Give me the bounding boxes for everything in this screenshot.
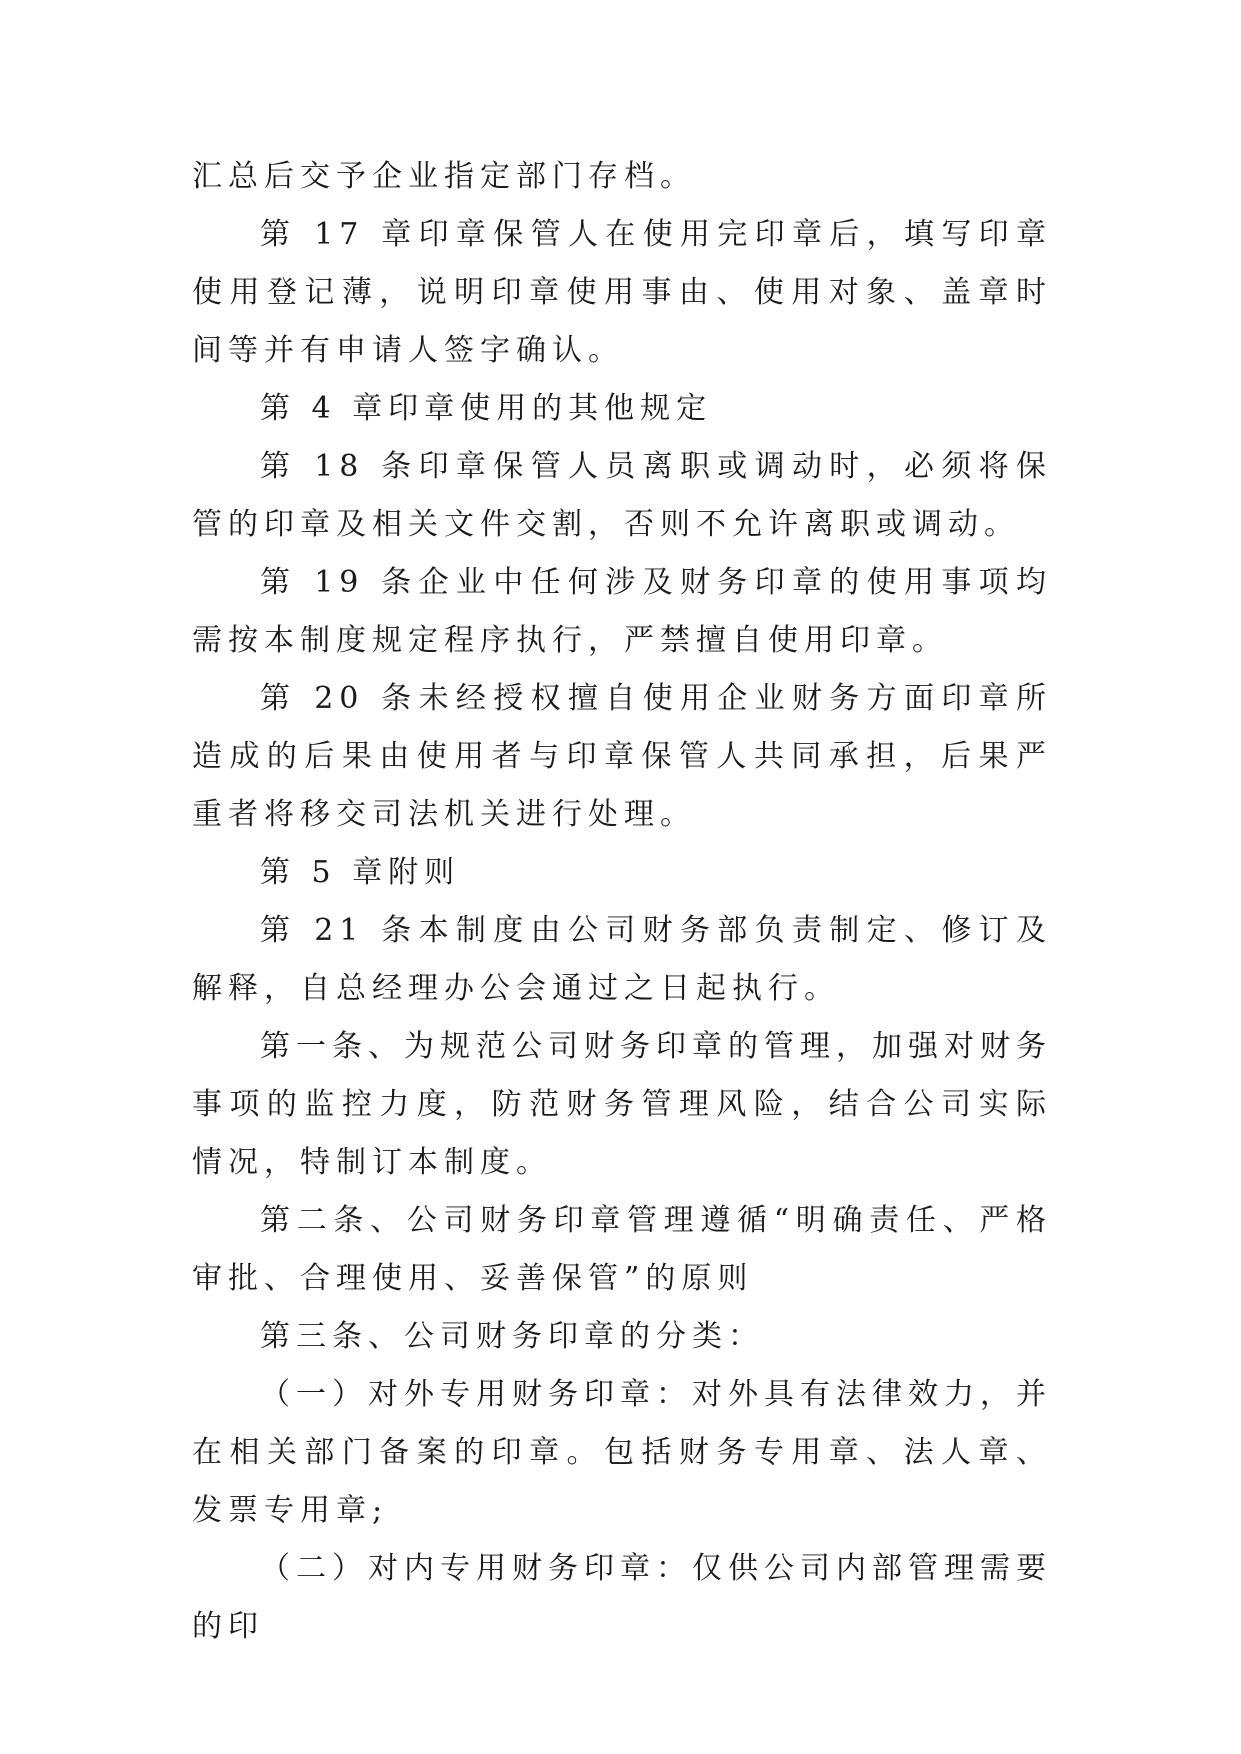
chapter-heading: 第 5 章附则 bbox=[260, 855, 461, 890]
paragraph: 汇总后交予企业指定部门存档。 bbox=[192, 159, 696, 194]
paragraph: 第 21 条本制度由公司财务部负责制定、修订及解释，自总经理办公会通过之日起执行。 bbox=[192, 913, 1052, 1006]
paragraph: 第 17 章印章保管人在使用完印章后，填写印章使用登记薄，说明印章使用事由、使用对象、盖章时间等并有申请人签字确认。 bbox=[192, 217, 1052, 368]
paragraph: （一）对外专用财务印章：对外具有法律效力，并在相关部门备案的印章。包括财务专用章、法人章、发票专用章; bbox=[192, 1377, 1052, 1528]
paragraph: （二）对内专用财务印章：仅供公司内部管理需要的印 bbox=[192, 1551, 1052, 1644]
paragraph: 第 18 条印章保管人员离职或调动时，必须将保管的印章及相关文件交割，否则不允许离职或调动。 bbox=[192, 449, 1052, 542]
chapter-heading: 第 4 章印章使用的其他规定 bbox=[260, 391, 713, 426]
paragraph: 第二条、公司财务印章管理遵循“明确责任、严格审批、合理使用、妥善保管”的原则 bbox=[192, 1203, 1052, 1296]
paragraph: 第 20 条未经授权擅自使用企业财务方面印章所造成的后果由使用者与印章保管人共同承担，后果严重者将移交司法机关进行处理。 bbox=[192, 681, 1052, 832]
paragraph: 第三条、公司财务印章的分类： bbox=[260, 1319, 764, 1354]
paragraph: 第 19 条企业中任何涉及财务印章的使用事项均需按本制度规定程序执行，严禁擅自使用印章。 bbox=[192, 565, 1052, 658]
document-body bbox=[192, 148, 1052, 1656]
paragraph: 第一条、为规范公司财务印章的管理，加强对财务事项的监控力度，防范财务管理风险，结合公司实际情况，特制订本制度。 bbox=[192, 1029, 1052, 1180]
